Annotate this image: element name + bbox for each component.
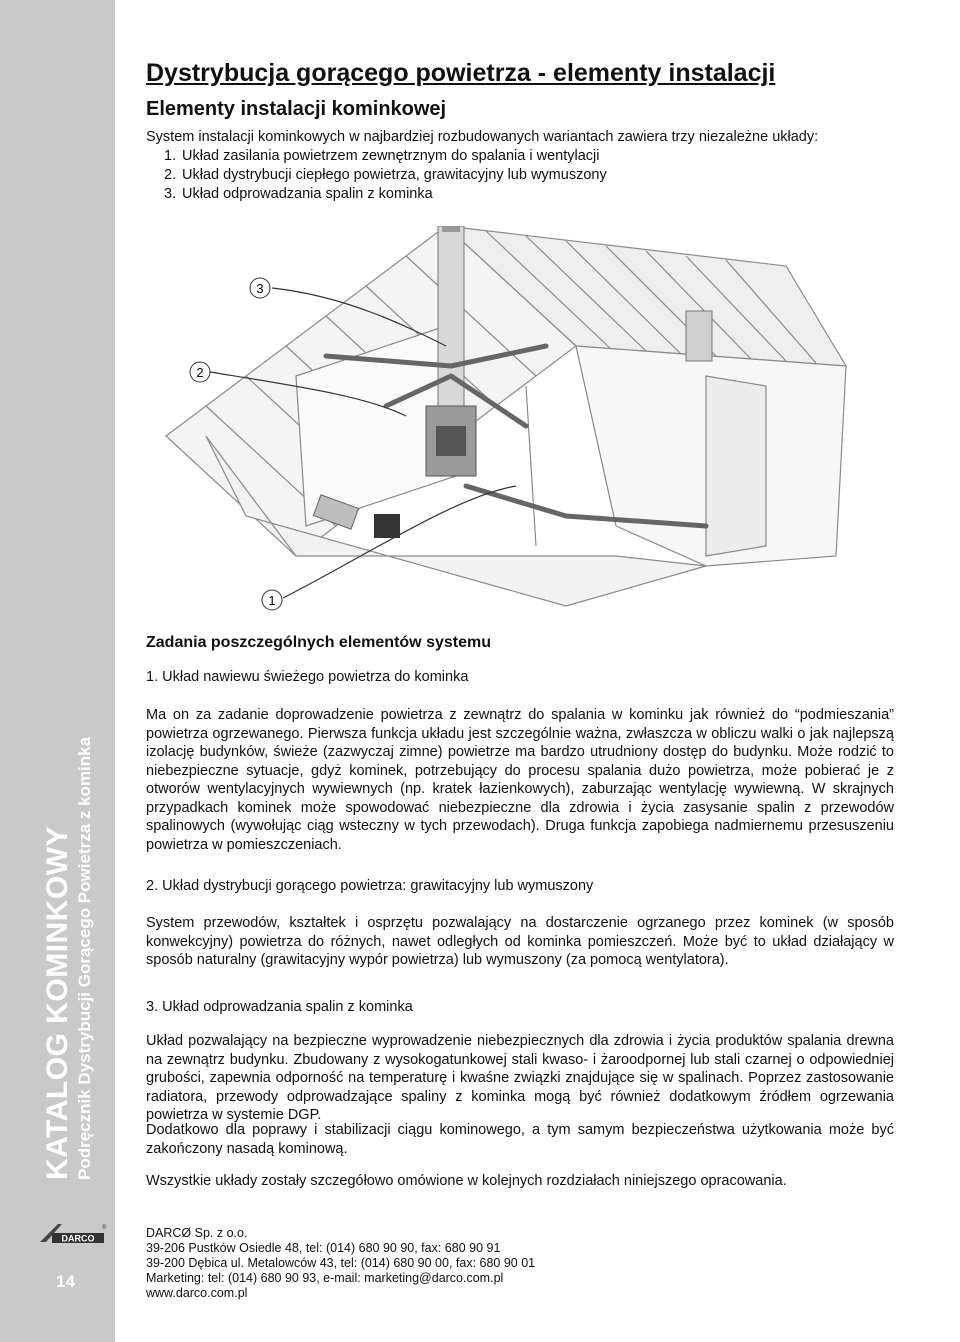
list-item: 3. Układ odprowadzania spalin z kominka [164, 186, 433, 202]
page-number: 14 [56, 1272, 75, 1291]
svg-text:2: 2 [196, 365, 204, 380]
svg-text:3: 3 [256, 281, 264, 296]
catalog-title: KATALOG KOMINKOWY [41, 825, 74, 1180]
sidebar-vertical-title [42, 737, 96, 1180]
page-title: Dystrybucja gorącego powietrza - elementy instalacji [146, 59, 776, 87]
header-block [146, 56, 894, 204]
list-item: 2. Układ dystrybucji ciepłego powietrza, grawitacyjny lub wymuszony [164, 167, 607, 183]
intro-paragraph: System instalacji kominkowych w najbardziej rozbudowanych wariantach zawiera trzy niezależne układy: [146, 129, 819, 145]
s1-body: Ma on za zadanie doprowadzenie powietrza z zewnątrz do spalania w kominku jak również do “podmieszania” powietrza ogrzewanego. Pierwsza funkcja układu jest szczególnie ważna, zwłaszcza w obliczu walki o jak najlepszą izolację budynków, świeże (zazwyczaj zimne) powietrze ma bardzo utrudniony dostęp do budynku. Może rodzić to niebezpieczne sytuacje, gdyż kominek, potrzebujący do procesu spalania dużo powietrza, może pobierać je z otworów wentylacyjnych wywiewnych (np. kratek łazienkowych), zaburzając wentylację wywiewną. W skrajnych przypadkach kominek może spowodować niebezpieczne dla zdrowia i życia zasysanie spalin z przewodów spalinowych (wywołując ciąg wsteczny w tych przewodach). Druga funkcja zapobiega nadmiernemu przesuszeniu powietrza w pomieszczeniach. [146, 707, 894, 853]
footer-company: DARCØ Sp. z o.o. [146, 1226, 248, 1240]
footer-contact [146, 1226, 535, 1301]
s3-heading: 3. Układ odprowadzania spalin z kominka [146, 999, 413, 1015]
s2-body: System przewodów, kształtek i osprzętu pozwalający na dostarczenie ogrzanego przez kominek (w sposób konwekcyjny) powietrza do różnych, nawet odległych od kominka pomieszczeń. Może być to układ działający w sposób naturalny (grawitacyjny wypór powietrza) lub wymuszony (za pomocą wentylatora). [146, 915, 894, 968]
sidebar [0, 0, 115, 1342]
s1-heading: 1. Układ nawiewu świeżego powietrza do kominka [146, 669, 469, 685]
footer-address-2: 39-200 Dębica ul. Metalowców 43, tel: (014) 680 90 00, fax: 680 90 01 [146, 1256, 536, 1270]
section-title: Elementy instalacji kominkowej [146, 98, 447, 120]
callout-2 [190, 362, 210, 382]
svg-text:®: ® [102, 1225, 107, 1231]
s3-body-2: Dodatkowo dla poprawy i stabilizacji ciągu kominowego, a tym samym bezpieczeństwa użytkowania może być zakończony nasadą kominową. [146, 1122, 894, 1157]
footer-marketing: Marketing: tel: (014) 680 90 93, e-mail: marketing@darco.com.pl [146, 1271, 504, 1285]
footer-address-1: 39-206 Pustków Osiedle 48, tel: (014) 680 90 90, fax: 680 90 91 [146, 1241, 501, 1255]
footer-website-link[interactable]: www.darco.com.pl [146, 1286, 248, 1300]
callout-3 [250, 278, 270, 298]
closing-paragraph: Wszystkie układy zostały szczegółowo omówione w kolejnych rozdziałach niniejszego opracowania. [146, 1173, 787, 1189]
tasks-heading: Zadania poszczególnych elementów systemu [146, 634, 491, 651]
catalog-subtitle: Podręcznik Dystrybucji Gorącego Powietrza z kominka [75, 736, 94, 1180]
svg-text:DARCO: DARCO [61, 1233, 95, 1244]
s2-heading: 2. Układ dystrybucji gorącego powietrza: grawitacyjny lub wymuszony [146, 878, 594, 894]
house-installation-diagram [146, 226, 866, 626]
svg-text:1: 1 [268, 593, 276, 608]
darco-logo [38, 1220, 108, 1246]
list-item: 1. Układ zasilania powietrzem zewnętrznym do spalania i wentylacji [164, 148, 600, 164]
callout-1 [262, 590, 282, 610]
s3-body: Układ pozwalający na bezpieczne wyprowadzenie niebezpiecznych dla zdrowia i życia produktów spalania drewna na zewnątrz budynku. Zbudowany z wysokogatunkowej stali kwaso- i żaroodpornej lub stali czarnej o odpowiedniej grubości, zapewnia odporność na temperaturę i kwaśne związki znajdujące się w spalinach. Poprzez zastosowanie radiatora, przewody odprowadzające spaliny z kominka mogą być również dodatkowym źródłem ogrzewania powietrza w systemie DGP. [146, 1033, 894, 1123]
systems-list [146, 147, 894, 204]
